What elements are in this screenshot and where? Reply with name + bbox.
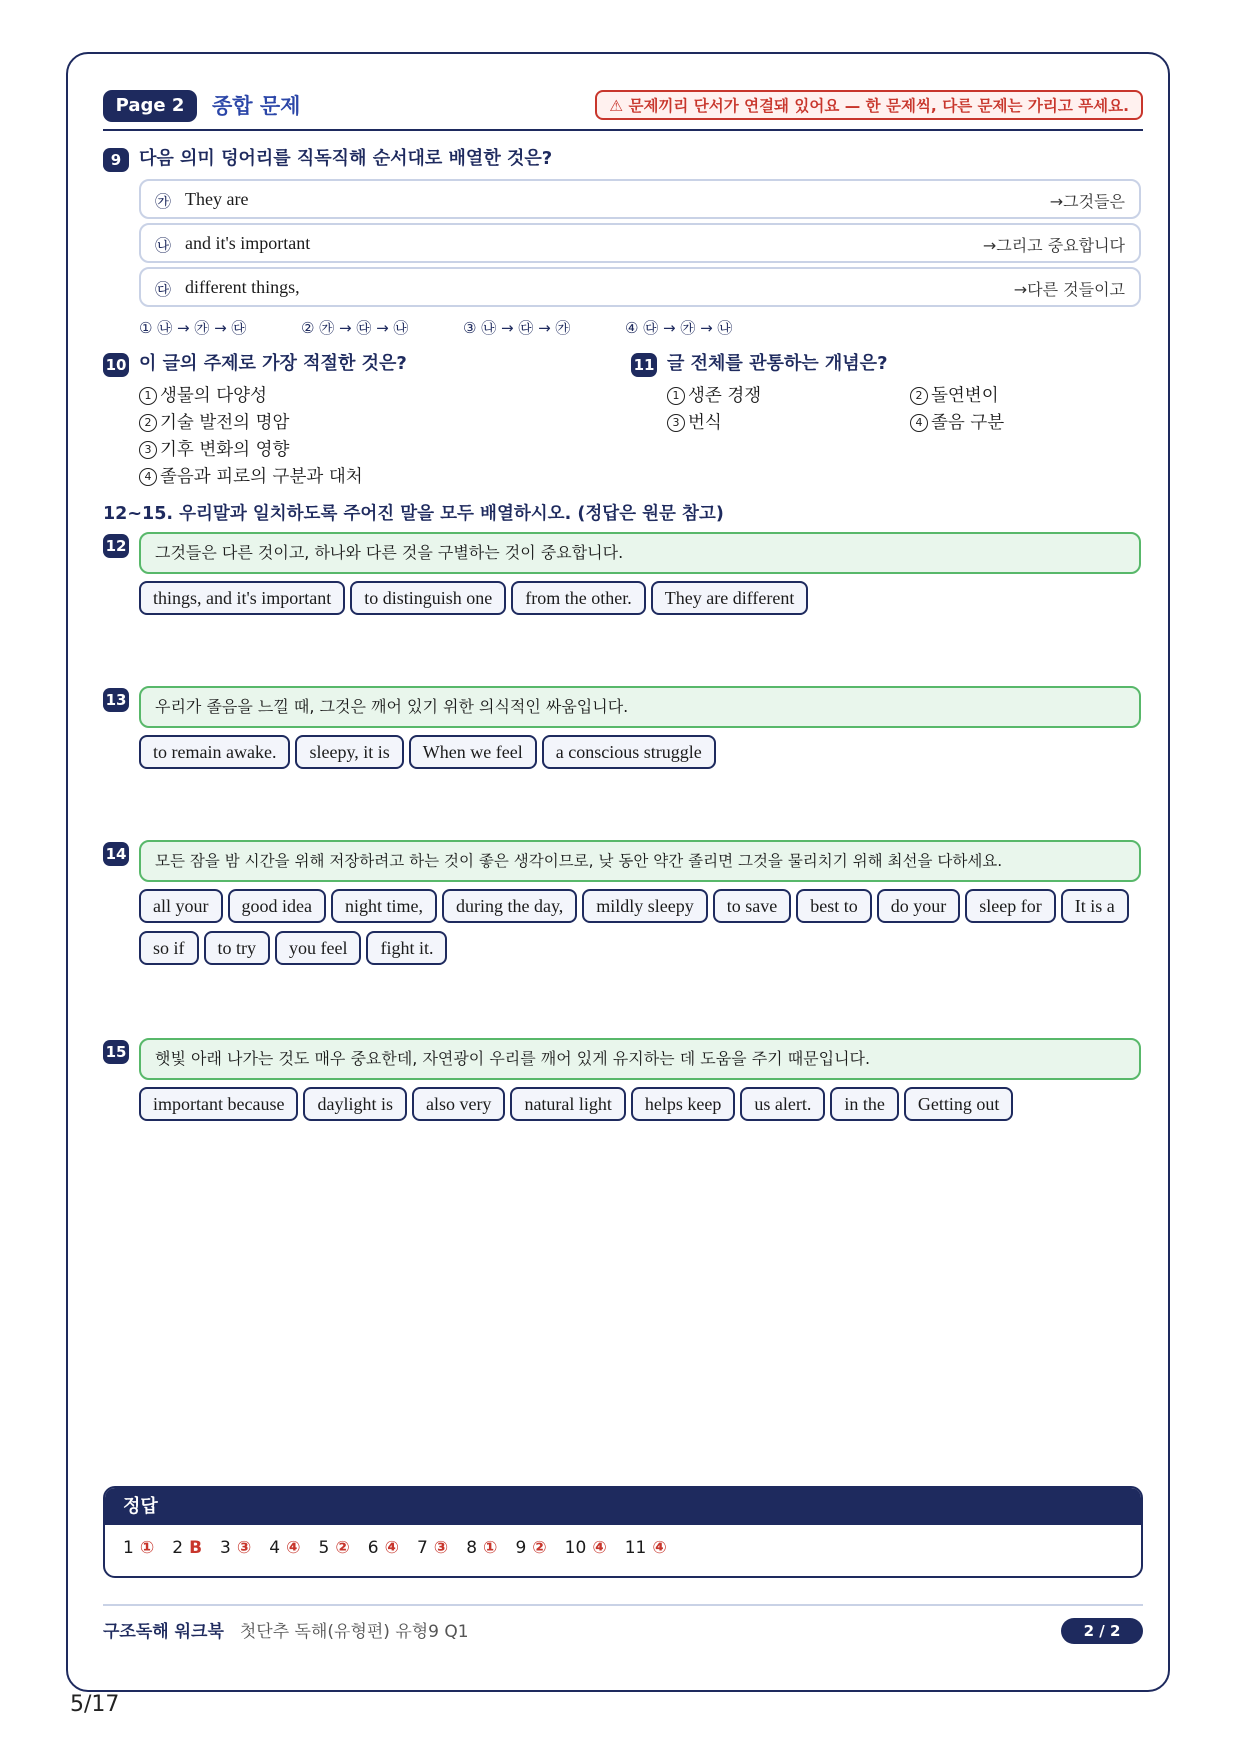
- question-number-13: 13: [103, 688, 129, 712]
- chunk-korean: →다른 것들이고: [1013, 280, 1125, 299]
- chunk-english: and it's important: [185, 233, 311, 253]
- word-tile[interactable]: sleep for: [965, 889, 1055, 923]
- q11-choice-1[interactable]: 1 생존 경쟁: [667, 384, 761, 408]
- word-tiles-14: [139, 889, 1149, 973]
- question-11-text: 글 전체를 관통하는 개념은?: [667, 353, 888, 374]
- answer-value: ④: [384, 1538, 399, 1558]
- answer-item: [172, 1538, 202, 1558]
- footer-brand: 구조독해 워크북: [103, 1622, 224, 1642]
- word-tile[interactable]: night time,: [331, 889, 437, 923]
- option-3[interactable]: ③ ㉯ → ㉰ → ㉮: [463, 319, 571, 337]
- word-tile[interactable]: mildly sleepy: [582, 889, 708, 923]
- answer-number: 7: [416, 1538, 428, 1558]
- option-4[interactable]: ④ ㉰ → ㉮ → ㉯: [625, 319, 733, 337]
- pdf-page-indicator: 5/17: [70, 1692, 120, 1717]
- answer-number: 2: [172, 1538, 184, 1558]
- answer-value: ③: [433, 1538, 449, 1558]
- q10-choice-3[interactable]: 3 기후 변화의 영향: [139, 438, 289, 462]
- q11-choice-3[interactable]: 3 번식: [667, 411, 722, 435]
- question-number-10: 10: [103, 353, 129, 377]
- answer-item: [466, 1538, 497, 1558]
- footer-subtitle: 첫단추 독해(유형편) 유형9 Q1: [239, 1622, 469, 1642]
- word-tile[interactable]: good idea: [228, 889, 326, 923]
- answer-item: [417, 1538, 448, 1558]
- word-tiles-13: [139, 735, 1149, 777]
- korean-prompt-13: 우리가 졸음을 느낄 때, 그것은 깨어 있기 위한 의식적인 싸움입니다.: [139, 686, 1141, 728]
- answer-item: [368, 1538, 399, 1558]
- word-tile[interactable]: daylight is: [303, 1087, 407, 1121]
- word-tile[interactable]: also very: [412, 1087, 505, 1121]
- answer-item: [565, 1538, 607, 1558]
- answer-item: [319, 1538, 350, 1558]
- answer-key-row: [123, 1538, 685, 1558]
- chunk-ga: [139, 179, 1141, 219]
- footer-page-badge: 2 / 2: [1061, 1618, 1143, 1644]
- footer-info: [103, 1617, 469, 1642]
- word-tile[interactable]: you feel: [275, 931, 361, 965]
- chunk-na: [139, 223, 1141, 263]
- word-tile[interactable]: It is a: [1061, 889, 1129, 923]
- answer-item: [220, 1538, 251, 1558]
- question-number-11: 11: [631, 353, 657, 377]
- question-9-text: 다음 의미 덩어리를 직독직해 순서대로 배열한 것은?: [139, 148, 553, 169]
- answer-number: 10: [564, 1538, 587, 1558]
- page-badge: Page 2: [103, 90, 197, 122]
- word-tile[interactable]: from the other.: [511, 581, 645, 615]
- word-tile[interactable]: do your: [877, 889, 961, 923]
- chunk-marker: ㉯: [155, 236, 172, 255]
- word-tile[interactable]: They are different: [651, 581, 809, 615]
- q10-choice-2[interactable]: 2 기술 발전의 명암: [139, 411, 289, 435]
- word-tile[interactable]: important because: [139, 1087, 298, 1121]
- question-10-text: 이 글의 주제로 가장 적절한 것은?: [139, 353, 407, 374]
- option-1[interactable]: ① ㉯ → ㉮ → ㉰: [139, 319, 247, 337]
- question-number-14: 14: [103, 842, 129, 866]
- word-tile[interactable]: to distinguish one: [350, 581, 506, 615]
- word-tile[interactable]: Getting out: [904, 1087, 1014, 1121]
- word-tile[interactable]: to save: [713, 889, 791, 923]
- answer-number: 11: [624, 1538, 647, 1558]
- answer-value: ④: [592, 1538, 607, 1558]
- word-tiles-12: [139, 581, 1149, 623]
- answer-value: ②: [532, 1538, 547, 1558]
- answer-key-box: [103, 1486, 1143, 1578]
- chunk-da: [139, 267, 1141, 307]
- chunk-english: different things,: [185, 277, 300, 297]
- chunk-korean: →그것들은: [1049, 192, 1125, 211]
- answer-value: ①: [483, 1538, 498, 1558]
- korean-prompt-15: 햇빛 아래 나가는 것도 매우 중요한데, 자연광이 우리를 깨어 있게 유지하는 데 도움을 주기 때문입니다.: [139, 1038, 1141, 1080]
- answer-item: [515, 1538, 546, 1558]
- word-tile[interactable]: all your: [139, 889, 223, 923]
- word-tile[interactable]: best to: [796, 889, 872, 923]
- q11-choice-2[interactable]: 2 돌연변이: [910, 384, 999, 408]
- q10-choice-1[interactable]: 1 생물의 다양성: [139, 384, 267, 408]
- chunk-korean: →그리고 중요합니다: [982, 236, 1125, 255]
- answer-value: B: [189, 1538, 203, 1558]
- page-header: [103, 89, 1143, 131]
- question-number-9: 9: [103, 148, 129, 172]
- word-tile[interactable]: so if: [139, 931, 199, 965]
- question-number-15: 15: [103, 1040, 129, 1064]
- answer-item: [625, 1538, 667, 1558]
- chunk-marker: ㉰: [155, 280, 172, 299]
- answer-value: ④: [286, 1538, 301, 1558]
- answer-value: ③: [236, 1538, 252, 1558]
- answer-number: 1: [123, 1538, 134, 1558]
- word-tile[interactable]: to try: [204, 931, 271, 965]
- answer-value: ④: [652, 1538, 667, 1558]
- answer-number: 3: [220, 1538, 231, 1558]
- word-tile[interactable]: during the day,: [442, 889, 577, 923]
- answer-item: [269, 1538, 300, 1558]
- word-tiles-15: [139, 1087, 1149, 1129]
- word-tile[interactable]: things, and it's important: [139, 581, 345, 615]
- answer-item: [123, 1538, 154, 1558]
- answer-number: 8: [466, 1538, 478, 1558]
- q11-choice-4[interactable]: 4 졸음 구분: [910, 411, 1004, 435]
- word-tile[interactable]: sleepy, it is: [295, 735, 403, 769]
- warning-banner: ⚠ 문제끼리 단서가 연결돼 있어요 — 한 문제씩, 다른 문제는 가리고 푸세요.: [595, 90, 1143, 120]
- q10-choice-4[interactable]: 4 졸음과 피로의 구분과 대처: [139, 465, 363, 489]
- word-tile[interactable]: helps keep: [631, 1087, 735, 1121]
- answer-number: 4: [269, 1538, 281, 1558]
- answer-number: 9: [515, 1538, 527, 1558]
- word-tile[interactable]: When we feel: [409, 735, 537, 769]
- word-tile[interactable]: in the: [830, 1087, 899, 1121]
- word-tile[interactable]: natural light: [510, 1087, 625, 1121]
- section-instruction: 12~15. 우리말과 일치하도록 주어진 말을 모두 배열하시오. (정답은 원문 참고): [103, 504, 724, 524]
- answer-key-title: 정답: [105, 1488, 1141, 1525]
- option-2[interactable]: ② ㉮ → ㉰ → ㉯: [301, 319, 409, 337]
- chunk-marker: ㉮: [155, 192, 172, 211]
- page-title: 종합 문제: [212, 94, 301, 118]
- answer-value: ②: [335, 1538, 350, 1558]
- word-tile[interactable]: fight it.: [366, 931, 447, 965]
- footer-divider: [103, 1604, 1143, 1606]
- word-tile[interactable]: a conscious struggle: [542, 735, 716, 769]
- answer-number: 5: [318, 1538, 330, 1558]
- korean-prompt-12: 그것들은 다른 것이고, 하나와 다른 것을 구별하는 것이 중요합니다.: [139, 532, 1141, 574]
- answer-value: ①: [139, 1538, 155, 1558]
- answer-number: 6: [367, 1538, 379, 1558]
- word-tile[interactable]: us alert.: [740, 1087, 825, 1121]
- korean-prompt-14: 모든 잠을 밤 시간을 위해 저장하려고 하는 것이 좋은 생각이므로, 낮 동안 약간 졸리면 그것을 물리치기 위해 최선을 다하세요.: [139, 840, 1141, 882]
- chunk-english: They are: [185, 189, 249, 209]
- question-number-12: 12: [103, 534, 129, 558]
- word-tile[interactable]: to remain awake.: [139, 735, 290, 769]
